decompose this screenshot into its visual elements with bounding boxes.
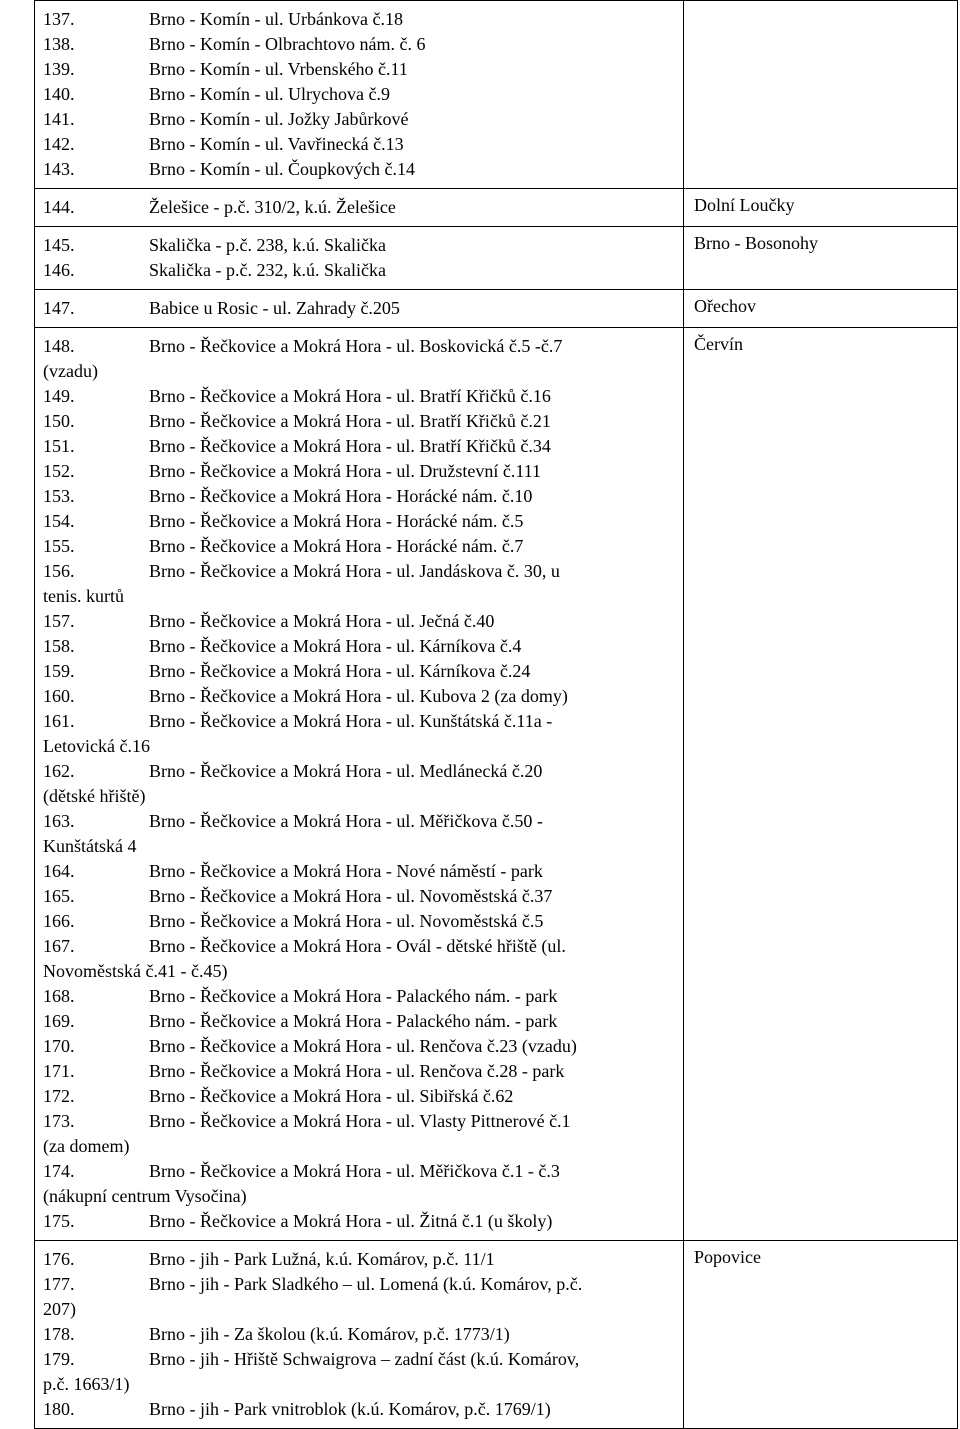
entry-text: Brno - Řečkovice a Mokrá Hora - ul. Kubova 2 (za domy) [149,686,568,706]
location-label: Brno - Bosonohy [694,233,819,253]
entry-text: Brno - Řečkovice a Mokrá Hora - ul. Žitná č.1 (u školy) [149,1211,553,1231]
entry-number: 155. [43,536,75,556]
entry-number: 154. [43,511,75,531]
list-item [43,7,683,32]
location-cell [684,189,958,227]
entry-text: Brno - jih - Park vnitroblok (k.ú. Komárov, p.č. 1769/1) [149,1399,551,1419]
entry-text: Brno - Komín - ul. Vavřinecká č.13 [149,134,404,154]
location-cell [684,328,958,1241]
entry-text: Brno - Komín - ul. Vrbenského č.11 [149,59,408,79]
entry-number: 163. [43,811,75,831]
entry-text: Brno - Řečkovice a Mokrá Hora - ul. Renčova č.23 (vzadu) [149,1036,577,1056]
list-item [43,884,683,909]
list-item [43,1109,683,1159]
list-item [43,684,683,709]
location-label: Popovice [694,1247,761,1267]
entry-number: 162. [43,761,75,781]
list-item [43,559,683,609]
list-item [43,459,683,484]
entry-number: 150. [43,411,75,431]
entry-number: 149. [43,386,75,406]
entry-text: Brno - Řečkovice a Mokrá Hora - ul. Boskovická č.5 -č.7 [149,336,563,356]
entry-text: Brno - Řečkovice a Mokrá Hora - Ovál - dětské hřiště (ul. [149,936,566,956]
entry-number: 152. [43,461,75,481]
entry-continuation: p.č. 1663/1) [43,1374,130,1394]
entry-text: Želešice - p.č. 310/2, k.ú. Želešice [149,197,396,217]
entry-text: Brno - Komín - ul. Ulrychova č.9 [149,84,390,104]
list-item [43,759,683,809]
entry-number: 153. [43,486,75,506]
entry-text: Brno - Řečkovice a Mokrá Hora - Horácké nám. č.10 [149,486,533,506]
entries-cell [35,189,684,227]
location-cell [684,290,958,328]
list-item [43,1247,683,1272]
entry-text: Brno - Řečkovice a Mokrá Hora - ul. Medlánecká č.20 [149,761,543,781]
entry-number: 169. [43,1011,75,1031]
locations-table [34,0,958,1429]
entry-number: 176. [43,1249,75,1269]
entry-text: Brno - Komín - Olbrachtovo nám. č. 6 [149,34,426,54]
list-item [43,1059,683,1084]
list-item [43,195,683,220]
list-item [43,1347,683,1397]
entry-number: 161. [43,711,75,731]
entry-number: 171. [43,1061,75,1081]
entry-number: 159. [43,661,75,681]
entry-text: Brno - Řečkovice a Mokrá Hora - ul. Měřičkova č.1 - č.3 [149,1161,560,1181]
entry-number: 180. [43,1399,75,1419]
entry-number: 145. [43,235,75,255]
location-cell [684,1241,958,1429]
entry-number: 177. [43,1274,75,1294]
list-item [43,1159,683,1209]
list-item [43,258,683,283]
entry-text: Skalička - p.č. 238, k.ú. Skalička [149,235,386,255]
entry-text: Brno - jih - Hřiště Schwaigrova – zadní část (k.ú. Komárov, [149,1349,580,1369]
entry-number: 178. [43,1324,75,1344]
list-item [43,1209,683,1234]
entry-number: 158. [43,636,75,656]
entry-number: 172. [43,1086,75,1106]
entry-number: 148. [43,336,75,356]
entry-number: 170. [43,1036,75,1056]
location-label: Červín [694,334,743,354]
entry-number: 156. [43,561,75,581]
list-item [43,659,683,684]
list-item [43,1322,683,1347]
entry-number: 160. [43,686,75,706]
section-row [35,328,958,1241]
list-item [43,1009,683,1034]
list-item [43,384,683,409]
list-item [43,1084,683,1109]
entry-text: Brno - Řečkovice a Mokrá Hora - Horácké nám. č.5 [149,511,524,531]
list-item [43,57,683,82]
list-item [43,409,683,434]
list-item [43,82,683,107]
entry-text: Brno - Řečkovice a Mokrá Hora - ul. Bratří Křičků č.34 [149,436,551,456]
entries-cell [35,1,684,189]
entry-text: Brno - Řečkovice a Mokrá Hora - ul. Jandáskova č. 30, u [149,561,560,581]
entry-number: 165. [43,886,75,906]
entry-text: Brno - Řečkovice a Mokrá Hora - ul. Kárníkova č.24 [149,661,531,681]
list-item [43,534,683,559]
list-item [43,509,683,534]
section-row [35,1,958,189]
entry-text: Brno - Řečkovice a Mokrá Hora - ul. Kunštátská č.11a - [149,711,553,731]
entry-text: Babice u Rosic - ul. Zahrady č.205 [149,298,400,318]
entry-number: 140. [43,84,75,104]
list-item [43,934,683,984]
entry-text: Brno - Řečkovice a Mokrá Hora - Nové náměstí - park [149,861,543,881]
list-item [43,1272,683,1322]
list-item [43,334,683,384]
entry-number: 179. [43,1349,75,1369]
entry-text: Brno - Řečkovice a Mokrá Hora - ul. Renčova č.28 - park [149,1061,565,1081]
entries-cell [35,227,684,290]
entry-text: Brno - Řečkovice a Mokrá Hora - ul. Družstevní č.111 [149,461,542,481]
section-row [35,290,958,328]
entries-cell [35,1241,684,1429]
entry-number: 168. [43,986,75,1006]
entry-continuation: Novoměstská č.41 - č.45) [43,961,228,981]
entry-text: Brno - Řečkovice a Mokrá Hora - ul. Měřičkova č.50 - [149,811,543,831]
entry-continuation: Letovická č.16 [43,736,150,756]
entry-number: 157. [43,611,75,631]
entry-continuation: Kunštátská 4 [43,836,137,856]
section-row [35,1241,958,1429]
entry-continuation: tenis. kurtů [43,586,124,606]
entry-number: 166. [43,911,75,931]
entry-text: Brno - Komín - ul. Jožky Jabůrkové [149,109,409,129]
location-label: Dolní Loučky [694,195,795,215]
entries-cell [35,328,684,1241]
entry-text: Skalička - p.č. 232, k.ú. Skalička [149,260,386,280]
entry-text: Brno - Řečkovice a Mokrá Hora - ul. Bratří Křičků č.21 [149,411,551,431]
entry-number: 167. [43,936,75,956]
section-row [35,227,958,290]
location-cell [684,1,958,189]
entry-text: Brno - jih - Za školou (k.ú. Komárov, p.č. 1773/1) [149,1324,510,1344]
entry-number: 139. [43,59,75,79]
entry-number: 174. [43,1161,75,1181]
list-item [43,984,683,1009]
entry-text: Brno - Řečkovice a Mokrá Hora - ul. Novoměstská č.37 [149,886,553,906]
entry-text: Brno - Řečkovice a Mokrá Hora - ul. Novoměstská č.5 [149,911,544,931]
list-item [43,709,683,759]
list-item [43,107,683,132]
entry-continuation: (vzadu) [43,361,98,381]
entry-text: Brno - Řečkovice a Mokrá Hora - Palackého nám. - park [149,1011,558,1031]
entry-continuation: (nákupní centrum Vysočina) [43,1186,247,1206]
entry-number: 146. [43,260,75,280]
list-item [43,634,683,659]
entry-number: 138. [43,34,75,54]
list-item [43,1034,683,1059]
entry-text: Brno - Řečkovice a Mokrá Hora - ul. Ječná č.40 [149,611,495,631]
entry-text: Brno - Řečkovice a Mokrá Hora - ul. Sibiřská č.62 [149,1086,514,1106]
entry-number: 151. [43,436,75,456]
entry-continuation: 207) [43,1299,76,1319]
entry-text: Brno - Řečkovice a Mokrá Hora - Horácké nám. č.7 [149,536,524,556]
entry-text: Brno - Komín - ul. Urbánkova č.18 [149,9,403,29]
entry-text: Brno - Řečkovice a Mokrá Hora - Palackého nám. - park [149,986,558,1006]
list-item [43,1397,683,1422]
list-item [43,157,683,182]
entry-text: Brno - Řečkovice a Mokrá Hora - ul. Bratří Křičků č.16 [149,386,551,406]
entry-continuation: (dětské hřiště) [43,786,146,806]
entry-number: 175. [43,1211,75,1231]
list-item [43,132,683,157]
locations-table-body [35,1,958,1429]
entry-number: 137. [43,9,75,29]
list-item [43,434,683,459]
list-item [43,484,683,509]
list-item [43,809,683,859]
location-cell [684,227,958,290]
entry-number: 143. [43,159,75,179]
entry-number: 142. [43,134,75,154]
entries-cell [35,290,684,328]
list-item [43,296,683,321]
entry-number: 147. [43,298,75,318]
list-item [43,859,683,884]
entry-number: 144. [43,197,75,217]
entry-continuation: (za domem) [43,1136,130,1156]
section-row [35,189,958,227]
list-item [43,609,683,634]
list-item [43,233,683,258]
entry-text: Brno - jih - Park Sladkého – ul. Lomená (k.ú. Komárov, p.č. [149,1274,583,1294]
entry-text: Brno - Řečkovice a Mokrá Hora - ul. Kárníkova č.4 [149,636,522,656]
location-label: Ořechov [694,296,756,316]
entry-number: 141. [43,109,75,129]
entry-number: 164. [43,861,75,881]
list-item [43,909,683,934]
entry-number: 173. [43,1111,75,1131]
entry-text: Brno - Komín - ul. Čoupkových č.14 [149,159,415,179]
list-item [43,32,683,57]
entry-text: Brno - jih - Park Lužná, k.ú. Komárov, p.č. 11/1 [149,1249,495,1269]
entry-text: Brno - Řečkovice a Mokrá Hora - ul. Vlasty Pittnerové č.1 [149,1111,571,1131]
